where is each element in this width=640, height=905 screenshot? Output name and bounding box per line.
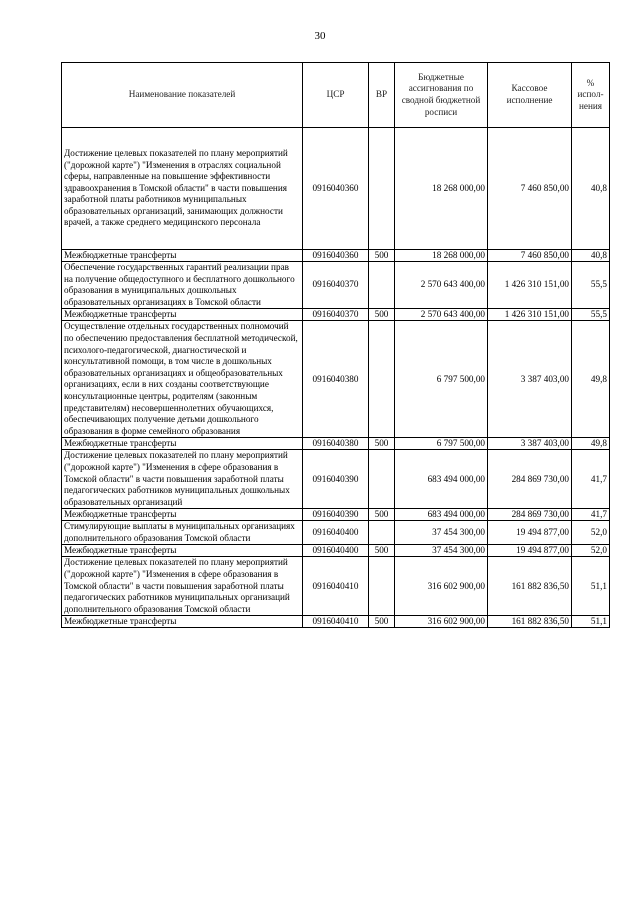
row-cash: 7 460 850,00 — [488, 128, 572, 250]
row-budget: 6 797 500,00 — [395, 321, 488, 438]
row-vr: 500 — [369, 509, 395, 521]
row-pct: 52,0 — [572, 521, 610, 545]
row-name: Межбюджетные трансферты — [62, 545, 303, 557]
table-row — [62, 309, 610, 321]
row-pct: 49,8 — [572, 321, 610, 438]
row-vr — [369, 321, 395, 438]
table-row — [62, 250, 610, 262]
row-vr — [369, 557, 395, 616]
table-row — [62, 545, 610, 557]
row-name: Достижение целевых показателей по плану мероприятий ("дорожной карте") "Изменения в сфере образования в Томской области" в части повышения заработной платы педагогических работников муниципальных дошкольных образовательных организаций — [62, 450, 303, 509]
row-budget: 18 268 000,00 — [395, 128, 488, 250]
row-pct: 51,1 — [572, 616, 610, 628]
row-name: Межбюджетные трансферты — [62, 250, 303, 262]
row-name: Достижение целевых показателей по плану мероприятий ("дорожной карте") "Изменения в отраслях социальной сферы, направленные на повышение эффективности здравоохранения в Томской области" в части повышения заработной платы работников муниципальных образовательных организаций, занимающих должности врачей, а также среднего медицинского персонала — [62, 128, 303, 250]
row-name: Осуществление отдельных государственных полномочий по обеспечению предоставления бесплатной методической, психолого-педагогической, диагностической и консультативной помощи, в том числе в дошкольных образовательных организациях и общеобразовательных организациях, если в них созданы соответствующие консультационные центры, родителям (законным представителям) несовершеннолетних обучающихся, обеспечивающих получение детьми дошкольного образования в форме семейного образования — [62, 321, 303, 438]
row-pct: 55,5 — [572, 262, 610, 309]
row-csr: 0916040380 — [303, 438, 369, 450]
row-cash: 7 460 850,00 — [488, 250, 572, 262]
row-csr: 0916040390 — [303, 509, 369, 521]
row-budget: 316 602 900,00 — [395, 557, 488, 616]
row-csr: 0916040360 — [303, 128, 369, 250]
table-row — [62, 509, 610, 521]
table-row — [62, 262, 610, 309]
table-header-row — [62, 63, 610, 128]
row-cash: 19 494 877,00 — [488, 545, 572, 557]
row-name: Достижение целевых показателей по плану мероприятий ("дорожной карте") "Изменения в сфере образования в Томской области" в части повышения заработной платы педагогических работников муниципальных организаций дополнительного образования Томской области — [62, 557, 303, 616]
row-csr: 0916040360 — [303, 250, 369, 262]
header-cash: Кассовое исполнение — [488, 63, 572, 128]
header-pct: % испол-нения — [572, 63, 610, 128]
row-name: Стимулирующие выплаты в муниципальных организациях дополнительного образования Томской области — [62, 521, 303, 545]
row-cash: 1 426 310 151,00 — [488, 262, 572, 309]
row-vr — [369, 262, 395, 309]
row-budget: 18 268 000,00 — [395, 250, 488, 262]
row-name: Межбюджетные трансферты — [62, 616, 303, 628]
row-csr: 0916040380 — [303, 321, 369, 438]
header-name: Наименование показателей — [62, 63, 303, 128]
table-row — [62, 521, 610, 545]
budget-execution-table — [61, 62, 610, 628]
header-csr: ЦСР — [303, 63, 369, 128]
row-vr — [369, 521, 395, 545]
row-csr: 0916040370 — [303, 262, 369, 309]
row-csr: 0916040400 — [303, 521, 369, 545]
row-vr: 500 — [369, 309, 395, 321]
row-cash: 1 426 310 151,00 — [488, 309, 572, 321]
row-vr — [369, 128, 395, 250]
header-vr: ВР — [369, 63, 395, 128]
table-row — [62, 616, 610, 628]
row-csr: 0916040370 — [303, 309, 369, 321]
page-number: 30 — [314, 30, 326, 42]
row-budget: 37 454 300,00 — [395, 545, 488, 557]
row-cash: 161 882 836,50 — [488, 557, 572, 616]
header-budget: Бюджетные ассигнования по сводной бюджетной росписи — [395, 63, 488, 128]
row-cash: 3 387 403,00 — [488, 321, 572, 438]
row-pct: 52,0 — [572, 545, 610, 557]
row-budget: 2 570 643 400,00 — [395, 309, 488, 321]
row-cash: 3 387 403,00 — [488, 438, 572, 450]
row-budget: 683 494 000,00 — [395, 450, 488, 509]
row-pct: 55,5 — [572, 309, 610, 321]
row-name: Обеспечение государственных гарантий реализации прав на получение общедоступного и бесплатного дошкольного образования в муниципальных дошкольных образовательных организациях в Томской области — [62, 262, 303, 309]
table-row — [62, 438, 610, 450]
row-csr: 0916040410 — [303, 557, 369, 616]
row-pct: 40,8 — [572, 128, 610, 250]
row-pct: 41,7 — [572, 509, 610, 521]
row-pct: 40,8 — [572, 250, 610, 262]
row-cash: 161 882 836,50 — [488, 616, 572, 628]
row-vr: 500 — [369, 545, 395, 557]
row-cash: 284 869 730,00 — [488, 450, 572, 509]
row-budget: 2 570 643 400,00 — [395, 262, 488, 309]
row-budget: 37 454 300,00 — [395, 521, 488, 545]
row-cash: 284 869 730,00 — [488, 509, 572, 521]
row-pct: 51,1 — [572, 557, 610, 616]
row-name: Межбюджетные трансферты — [62, 509, 303, 521]
row-vr: 500 — [369, 438, 395, 450]
row-budget: 683 494 000,00 — [395, 509, 488, 521]
row-budget: 6 797 500,00 — [395, 438, 488, 450]
row-pct: 41,7 — [572, 450, 610, 509]
row-pct: 49,8 — [572, 438, 610, 450]
table-row — [62, 128, 610, 250]
row-name: Межбюджетные трансферты — [62, 438, 303, 450]
row-csr: 0916040390 — [303, 450, 369, 509]
row-vr: 500 — [369, 250, 395, 262]
row-csr: 0916040400 — [303, 545, 369, 557]
row-cash: 19 494 877,00 — [488, 521, 572, 545]
row-vr: 500 — [369, 616, 395, 628]
table-row — [62, 321, 610, 438]
row-name: Межбюджетные трансферты — [62, 309, 303, 321]
table-row — [62, 450, 610, 509]
row-budget: 316 602 900,00 — [395, 616, 488, 628]
table-row — [62, 557, 610, 616]
row-csr: 0916040410 — [303, 616, 369, 628]
row-vr — [369, 450, 395, 509]
